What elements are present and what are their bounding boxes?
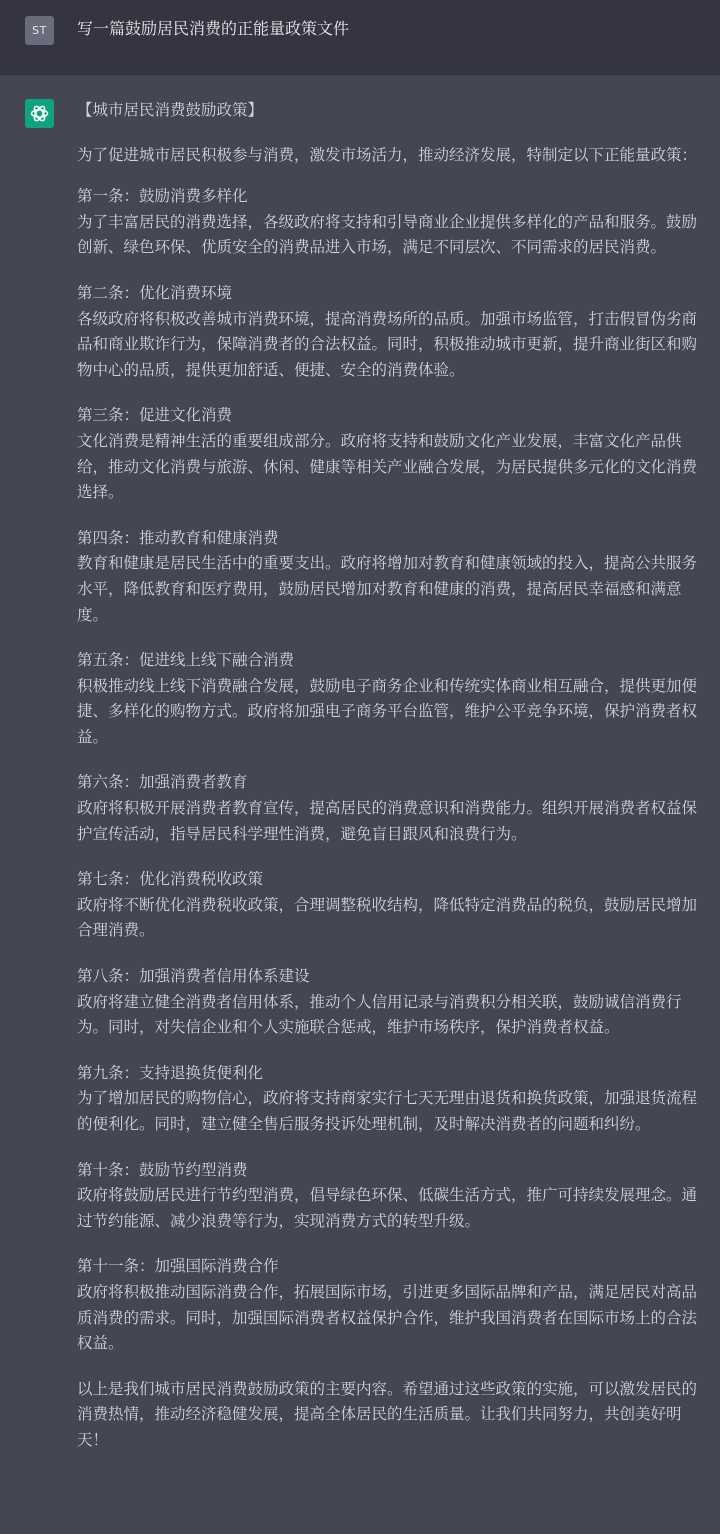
section-heading: 第二条：优化消费环境 [77, 283, 233, 302]
policy-section [77, 648, 703, 750]
section-body: 政府将不断优化消费税收政策，合理调整税收结构，降低特定消费品的税负，鼓励居民增加合理消费。 [77, 895, 698, 940]
policy-section [77, 1254, 703, 1356]
openai-logo-icon [25, 99, 54, 128]
policy-section [77, 403, 703, 505]
policy-section [77, 1061, 703, 1138]
section-body: 政府将积极推动国际消费合作，拓展国际市场，引进更多国际品牌和产品，满足居民对高品质消费的需求。同时，加强国际消费者权益保护合作，维护我国消费者在国际市场上的合法权益。 [77, 1282, 698, 1353]
policy-intro: 为了促进城市居民积极参与消费，激发市场活力，推动经济发展，特制定以下正能量政策： [77, 145, 698, 164]
section-heading: 第五条：促进线上线下融合消费 [77, 651, 295, 670]
section-body: 为了丰富居民的消费选择，各级政府将支持和引导商业企业提供多样化的产品和服务。鼓励创新、绿色环保、优质安全的消费品进入市场，满足不同层次、不同需求的居民消费。 [77, 212, 698, 257]
section-heading: 第一条：鼓励消费多样化 [77, 187, 248, 206]
section-body: 积极推动线上线下消费融合发展，鼓励电子商务企业和传统实体商业相互融合，提供更加便捷、多样化的购物方式。政府将加强电子商务平台监管，维护公平竞争环境，保护消费者权益。 [77, 676, 698, 746]
assistant-message-row [0, 75, 720, 1534]
section-heading: 第七条：优化消费税收政策 [77, 870, 264, 889]
policy-section [77, 867, 703, 944]
section-body: 教育和健康是居民生活中的重要支出。政府将增加对教育和健康领域的投入，提高公共服务水平，降低教育和医疗费用，鼓励居民增加对教育和健康的消费，提高居民幸福感和满意度。 [77, 554, 698, 624]
policy-title: 【城市居民消费鼓励政策】 [77, 101, 264, 119]
policy-section [77, 770, 703, 847]
section-heading: 第三条：促进文化消费 [77, 406, 233, 425]
section-heading: 第四条：推动教育和健康消费 [77, 528, 279, 547]
section-heading: 第八条：加强消费者信用体系建设 [77, 967, 310, 986]
section-body: 各级政府将积极改善城市消费环境，提高消费场所的品质。加强市场监管，打击假冒伪劣商品和商业欺诈行为，保障消费者的合法权益。同时，积极推动城市更新，提升商业街区和购物中心的品质，提供更加舒适、便捷、安全的消费体验。 [77, 309, 698, 379]
policy-section [77, 526, 703, 628]
section-heading: 第十一条：加强国际消费合作 [77, 1257, 279, 1276]
policy-sections [77, 184, 703, 1357]
policy-section [77, 964, 703, 1041]
policy-conclusion: 以上是我们城市居民消费鼓励政策的主要内容。希望通过这些政策的实施，可以激发居民的消费热情，推动经济稳健发展，提高全体居民的生活质量。让我们共同努力，共创美好明天！ [77, 1379, 698, 1449]
assistant-message-content [77, 98, 703, 1470]
section-heading: 第十条：鼓励节约型消费 [77, 1160, 248, 1179]
policy-section [77, 281, 703, 383]
section-body: 政府将积极开展消费者教育宣传，提高居民的消费意识和消费能力。组织开展消费者权益保护宣传活动，指导居民科学理性消费，避免盲目跟风和浪费行为。 [77, 799, 698, 843]
policy-section [77, 1158, 703, 1235]
section-body: 文化消费是精神生活的重要组成部分。政府将支持和鼓励文化产业发展，丰富文化产品供给，推动文化消费与旅游、休闲、健康等相关产业融合发展，为居民提供多元化的文化消费选择。 [77, 431, 698, 502]
policy-section [77, 184, 703, 261]
section-body: 为了增加居民的购物信心，政府将支持商家实行七天无理由退货和换货政策，加强退货流程的便利化。同时，建立健全售后服务投诉处理机制，及时解决消费者的问题和纠纷。 [77, 1089, 698, 1133]
user-avatar: ST [25, 16, 54, 45]
section-body: 政府将鼓励居民进行节约型消费，倡导绿色环保、低碳生活方式，推广可持续发展理念。通过节约能源、减少浪费等行为，实现消费方式的转型升级。 [77, 1186, 698, 1230]
user-message-text: 写一篇鼓励居民消费的正能量政策文件 [77, 19, 350, 38]
user-message-row [0, 0, 720, 75]
section-heading: 第九条：支持退换货便利化 [77, 1063, 264, 1082]
section-heading: 第六条：加强消费者教育 [77, 773, 248, 792]
section-body: 政府将建立健全消费者信用体系，推动个人信用记录与消费积分相关联，鼓励诚信消费行为。同时，对失信企业和个人实施联合惩戒，维护市场秩序，保护消费者权益。 [77, 992, 682, 1037]
